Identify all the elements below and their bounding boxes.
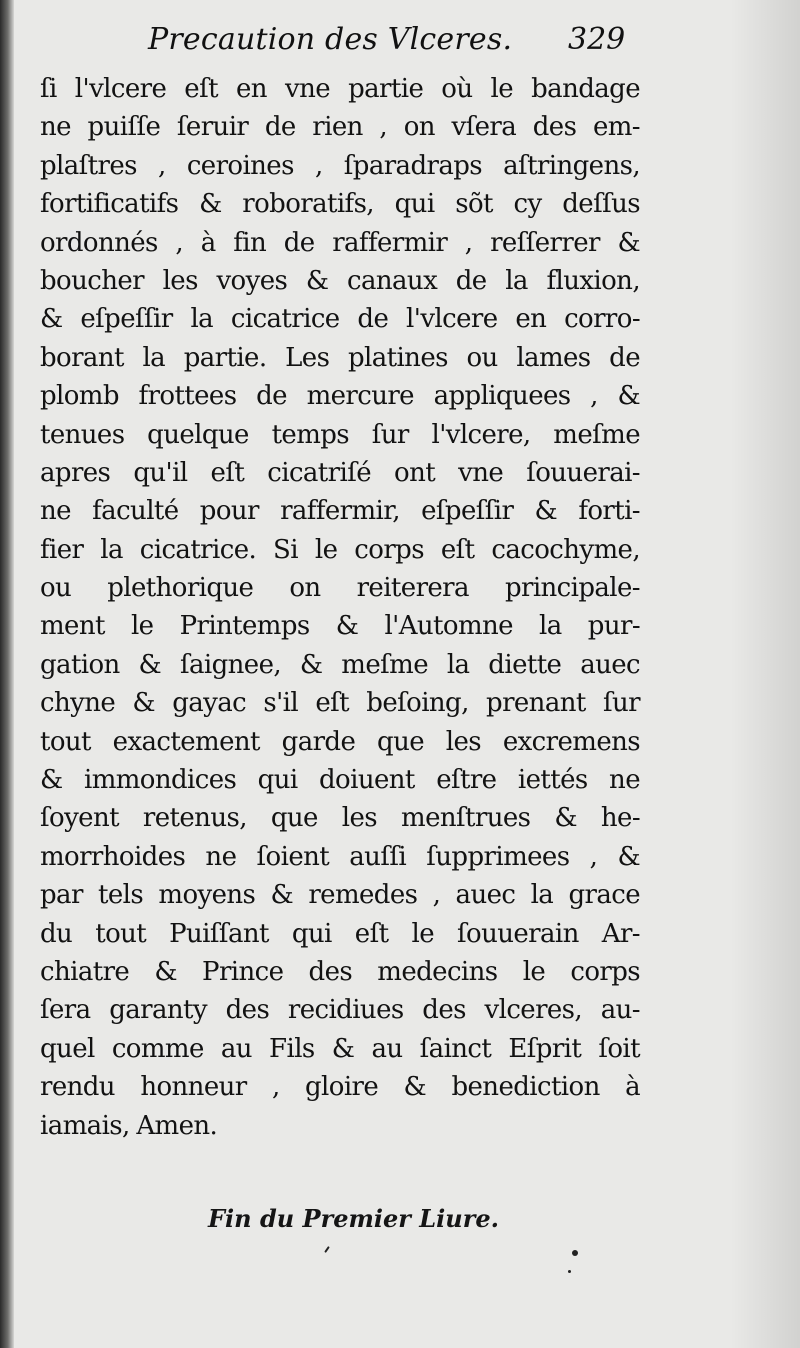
text-line: ne puiſſe ſeruir de rien , on vſera des em- — [40, 112, 640, 143]
text-line: gation & ſaignee, & meſme la diette auec — [40, 649, 640, 680]
colophon: Fin du Premier Liure. — [208, 1204, 499, 1233]
text-line: borant la partie. Les platines ou lames de — [40, 342, 640, 373]
page-edge-shade — [730, 0, 800, 1348]
text-line: chiatre & Prince des medecins le corps — [40, 956, 640, 987]
text-line: quel comme au Fils & au ſainct Eſprit ſoit — [40, 1033, 640, 1064]
page-number: 329 — [568, 22, 626, 57]
body-text — [40, 70, 640, 1145]
running-title: Precaution des Vlceres. — [148, 22, 513, 57]
text-line: ne faculté pour raffermir, eſpeſſir & forti- — [40, 496, 640, 527]
text-line: par tels moyens & remedes , auec la grace — [40, 880, 640, 911]
text-line: apres qu'il eſt cicatriſé ont vne ſouuerai- — [40, 457, 640, 488]
text-line: tenues quelque temps ſur l'vlcere, meſme — [40, 419, 640, 450]
text-line: boucher les voyes & canaux de la fluxion, — [40, 265, 640, 296]
text-line: ſoyent retenus, que les menſtrues & he- — [40, 803, 640, 834]
text-line: chyne & gayac s'il eſt beſoing, prenant ſur — [40, 688, 640, 719]
text-line: ſi l'vlcere eſt en vne partie où le bandage — [40, 74, 640, 104]
text-line: fortificatifs & roboratifs, qui sõt cy deſſus — [40, 189, 640, 220]
page-header — [40, 18, 640, 68]
binding-shadow — [0, 0, 14, 1348]
text-line: du tout Puiſſant qui eſt le ſouuerain Ar- — [40, 918, 640, 949]
text-line-last: iamais, Amen. — [40, 1110, 218, 1141]
text-line: rendu honneur , gloire & benediction à — [40, 1072, 640, 1103]
text-line: morrhoides ne ſoient auſſi ſupprimees , & — [40, 841, 640, 872]
text-line: & eſpeſſir la cicatrice de l'vlcere en corro- — [40, 304, 640, 335]
text-line: ou plethorique on reiterera principale- — [40, 573, 640, 604]
ink-speck — [568, 1270, 571, 1273]
text-line: & immondices qui doiuent eſtre iettés ne — [40, 765, 640, 796]
ink-speck — [324, 1246, 330, 1253]
ink-speck — [572, 1250, 578, 1256]
text-line: plaſtres , ceroines , ſparadraps aſtringens, — [40, 150, 640, 181]
text-line: fier la cicatrice. Si le corps eſt cacochyme, — [40, 534, 640, 565]
text-line: plomb frottees de mercure appliquees , & — [40, 381, 640, 412]
text-line: tout exactement garde que les excremens — [40, 726, 640, 757]
text-line: ordonnés , à fin de raffermir , reſſerrer & — [40, 227, 640, 258]
text-line: ment le Printemps & l'Automne la pur- — [40, 611, 640, 642]
text-line: ſera garanty des recidiues des vlceres, au- — [40, 995, 640, 1026]
